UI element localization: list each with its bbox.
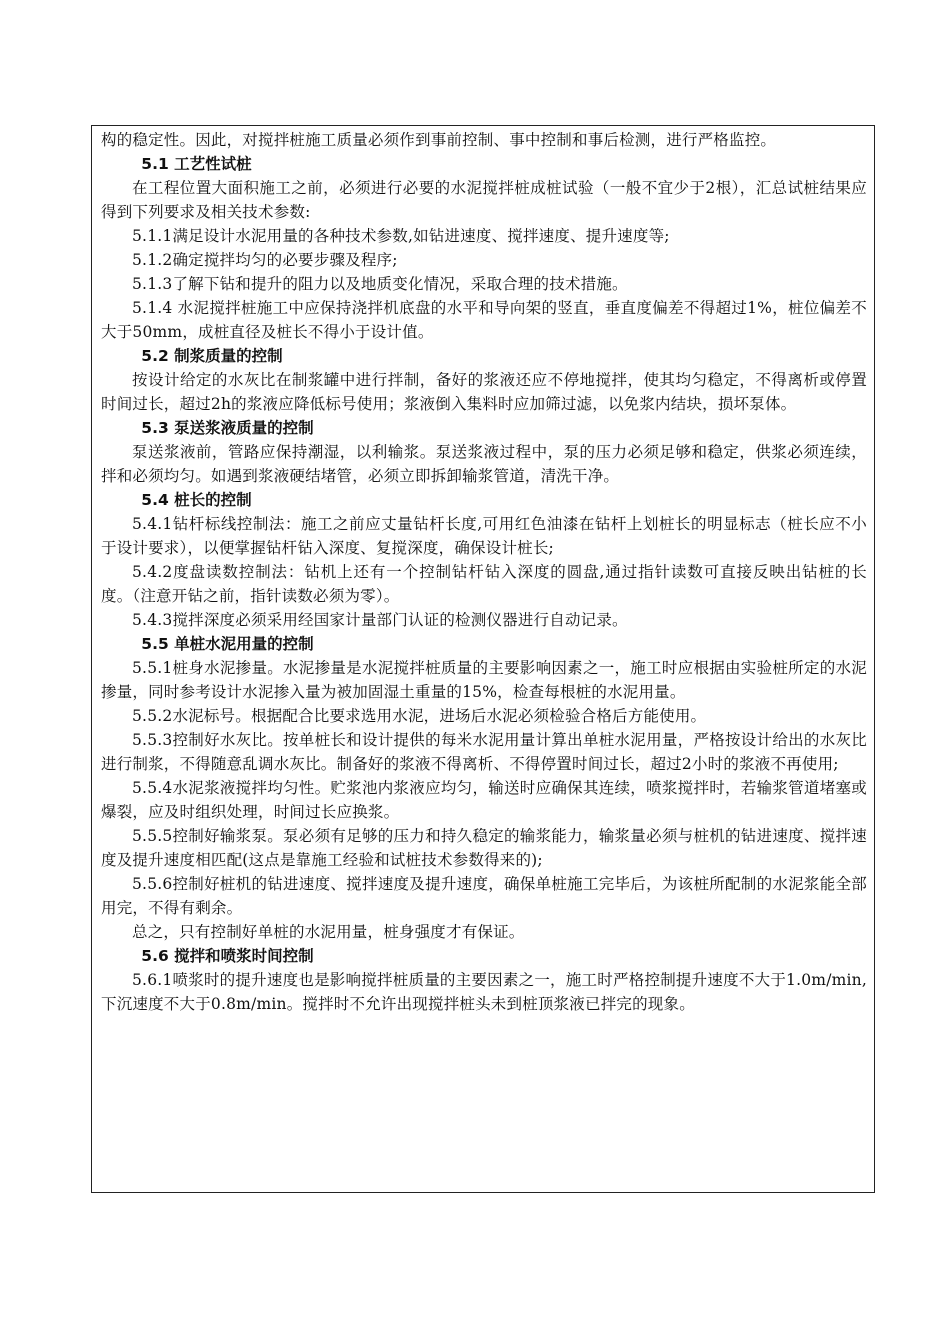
section-heading: 5.5 单桩水泥用量的控制 (141, 635, 314, 653)
body-paragraph: 在工程位置大面积施工之前，必须进行必要的水泥搅拌桩成桩试验（一般不宜少于2根），汇总试桩结果应得到下列要求及相关技术参数: (101, 179, 867, 221)
body-paragraph: 5.1.4 水泥搅拌桩施工中应保持浇拌机底盘的水平和导向架的竖直，垂直度偏差不得超过1%，桩位偏差不大于50mm，成桩直径及桩长不得小于设计值。 (101, 299, 867, 341)
body-paragraph: 5.5.1桩身水泥掺量。水泥掺量是水泥搅拌桩质量的主要影响因素之一，施工时应根据由实验桩所定的水泥掺量，同时参考设计水泥掺入量为被加固湿土重量的15%，检查每根桩的水泥用量。 (101, 659, 867, 701)
body-paragraph: 5.4.1钻杆标线控制法：施工之前应丈量钻杆长度,可用红色油漆在钻杆上划桩长的明显标志（桩长应不小于设计要求），以便掌握钻杆钻入深度、复搅深度，确保设计桩长; (101, 515, 867, 557)
body-paragraph: 5.5.3控制好水灰比。按单桩长和设计提供的每米水泥用量计算出单桩水泥用量，严格按设计给出的水灰比进行制浆，不得随意乱调水灰比。制备好的浆液不得离析、不得停置时间过长，超过2小时的浆液不再使用; (101, 731, 867, 773)
body-paragraph: 泵送浆液前，管路应保持潮湿，以利输浆。泵送浆液过程中，泵的压力必须足够和稳定，供浆必须连续，拌和必须均匀。如遇到浆液硬结堵管，必须立即拆卸输浆管道，清洗干净。 (101, 443, 867, 485)
document-body (101, 128, 867, 1016)
body-paragraph: 5.1.3了解下钻和提升的阻力以及地质变化情况，采取合理的技术措施。 (132, 275, 628, 293)
body-paragraph: 5.5.6控制好桩机的钻进速度、搅拌速度及提升速度，确保单桩施工完毕后，为该桩所配制的水泥浆能全部用完，不得有剩余。 (101, 875, 867, 917)
body-paragraph: 5.5.4水泥浆液搅拌均匀性。贮浆池内浆液应均匀，输送时应确保其连续，喷浆搅拌时，若输浆管道堵塞或爆裂，应及时组织处理，时间过长应换浆。 (101, 779, 867, 821)
section-heading: 5.6 搅拌和喷浆时间控制 (141, 947, 314, 965)
body-paragraph: 5.4.2度盘读数控制法：钻机上还有一个控制钻杆钻入深度的圆盘,通过指针读数可直接反映出钻桩的长度。（注意开钻之前，指针读数必须为零）。 (101, 563, 867, 605)
section-heading: 5.2 制浆质量的控制 (141, 347, 283, 365)
body-paragraph: 5.4.3搅拌深度必须采用经国家计量部门认证的检测仪器进行自动记录。 (132, 611, 628, 629)
body-paragraph: 5.1.2确定搅拌均匀的必要步骤及程序; (132, 251, 398, 269)
body-paragraph: 构的稳定性。因此，对搅拌桩施工质量必须作到事前控制、事中控制和事后检测，进行严格监控。 (101, 131, 777, 149)
body-paragraph: 按设计给定的水灰比在制浆罐中进行拌制，备好的浆液还应不停地搅拌，使其均匀稳定，不得离析或停置时间过长，超过2h的浆液应降低标号使用；浆液倒入集料时应加筛过滤，以免浆内结块，损坏泵体。 (101, 371, 867, 413)
body-paragraph: 5.5.5控制好输浆泵。泵必须有足够的压力和持久稳定的输浆能力，输浆量必须与桩机的钻进速度、搅拌速度及提升速度相匹配(这点是靠施工经验和试桩技术参数得来的); (101, 827, 867, 869)
body-paragraph: 5.5.2水泥标号。根据配合比要求选用水泥，进场后水泥必须检验合格后方能使用。 (132, 707, 707, 725)
body-paragraph: 5.6.1喷浆时的提升速度也是影响搅拌桩质量的主要因素之一，施工时严格控制提升速度不大于1.0m/min,下沉速度不大于0.8m/min。搅拌时不允许出现搅拌桩头未到桩顶浆液已拌完的现象。 (101, 971, 867, 1013)
section-heading: 5.3 泵送浆液质量的控制 (141, 419, 314, 437)
section-heading: 5.4 桩长的控制 (141, 491, 252, 509)
body-paragraph: 总之，只有控制好单桩的水泥用量，桩身强度才有保证。 (132, 923, 525, 941)
body-paragraph: 5.1.1满足设计水泥用量的各种技术参数,如钻进速度、搅拌速度、提升速度等; (132, 227, 670, 245)
section-heading: 5.1 工艺性试桩 (141, 155, 252, 173)
